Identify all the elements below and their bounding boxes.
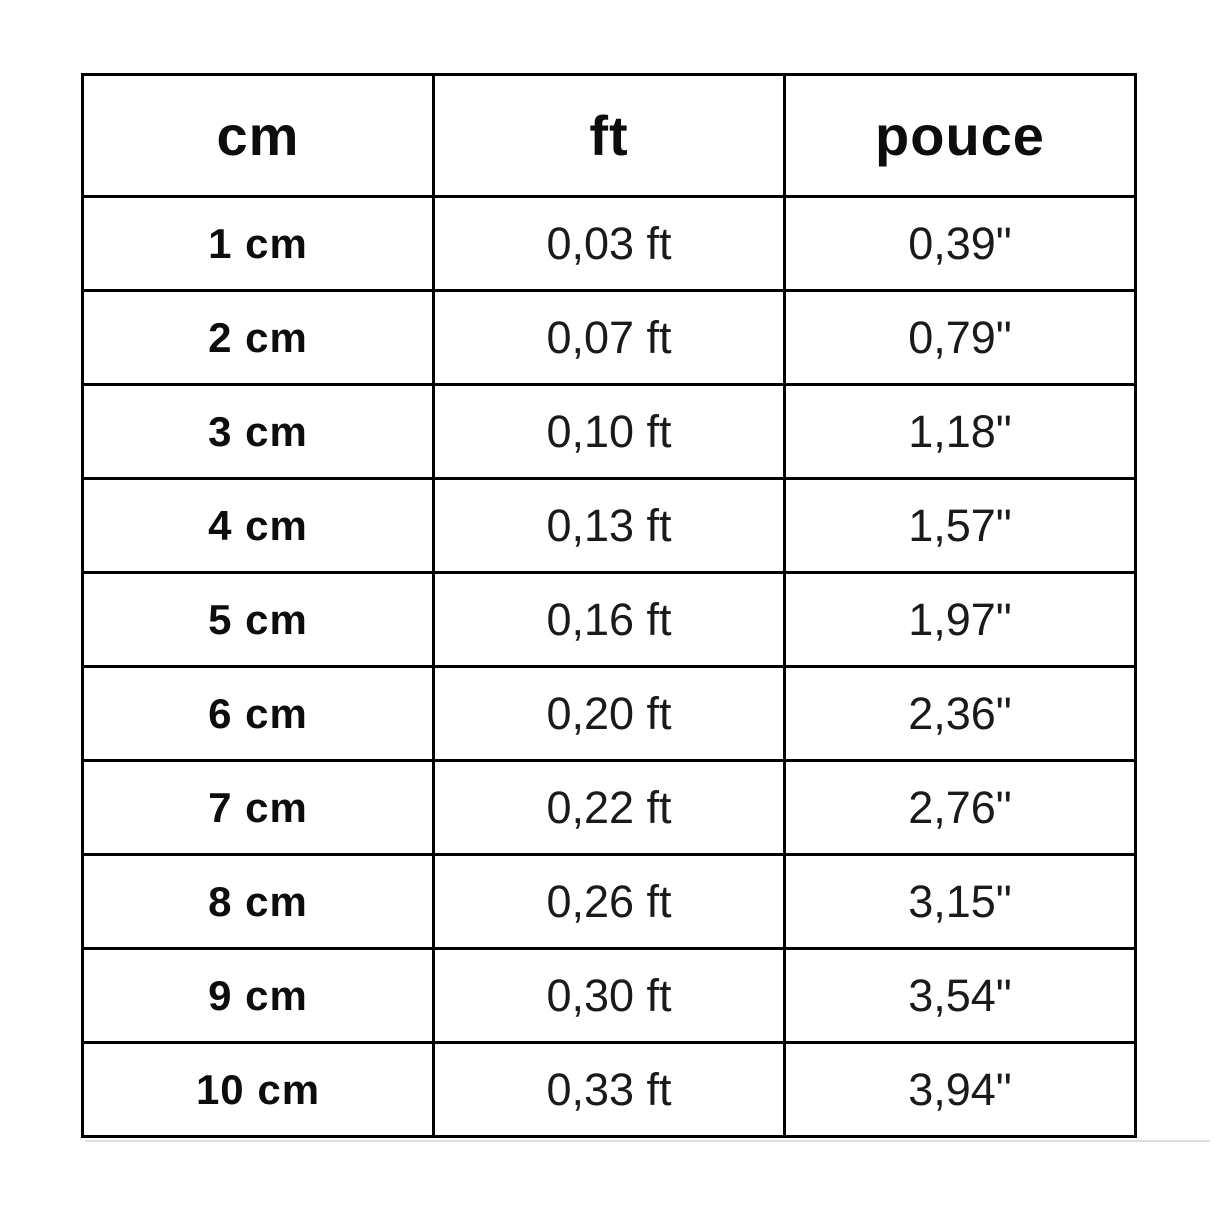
- cell-ft: 0,13 ft: [434, 479, 785, 573]
- cell-ft: 0,20 ft: [434, 667, 785, 761]
- table-row: [83, 949, 1136, 1043]
- cell-ft: 0,07 ft: [434, 291, 785, 385]
- cell-cm: 5 cm: [83, 573, 434, 667]
- table-row: [83, 855, 1136, 949]
- table-row: [83, 761, 1136, 855]
- cell-cm: 9 cm: [83, 949, 434, 1043]
- header-pouce: pouce: [785, 75, 1136, 197]
- cell-ft: 0,22 ft: [434, 761, 785, 855]
- cell-pouce: 0,79": [785, 291, 1136, 385]
- table-body: [83, 197, 1136, 1137]
- cell-ft: 0,26 ft: [434, 855, 785, 949]
- cell-pouce: 2,36": [785, 667, 1136, 761]
- cell-cm: 10 cm: [83, 1043, 434, 1137]
- table-header: [83, 75, 1136, 197]
- table-row: [83, 667, 1136, 761]
- cell-cm: 3 cm: [83, 385, 434, 479]
- table-row: [83, 385, 1136, 479]
- cell-cm: 1 cm: [83, 197, 434, 291]
- cell-ft: 0,30 ft: [434, 949, 785, 1043]
- cell-pouce: 0,39": [785, 197, 1136, 291]
- cell-cm: 8 cm: [83, 855, 434, 949]
- table-row: [83, 1043, 1136, 1137]
- table-row: [83, 197, 1136, 291]
- cell-ft: 0,03 ft: [434, 197, 785, 291]
- header-row: [83, 75, 1136, 197]
- cell-pouce: 3,94": [785, 1043, 1136, 1137]
- header-ft: ft: [434, 75, 785, 197]
- header-cm: cm: [83, 75, 434, 197]
- cell-ft: 0,33 ft: [434, 1043, 785, 1137]
- table-shadow: [85, 1140, 1210, 1142]
- cell-ft: 0,16 ft: [434, 573, 785, 667]
- table-row: [83, 573, 1136, 667]
- cell-cm: 4 cm: [83, 479, 434, 573]
- table-row: [83, 291, 1136, 385]
- cell-cm: 6 cm: [83, 667, 434, 761]
- cell-pouce: 1,18": [785, 385, 1136, 479]
- cell-pouce: 2,76": [785, 761, 1136, 855]
- cell-pouce: 3,54": [785, 949, 1136, 1043]
- cell-cm: 7 cm: [83, 761, 434, 855]
- cell-ft: 0,10 ft: [434, 385, 785, 479]
- cell-pouce: 1,97": [785, 573, 1136, 667]
- conversion-table: [81, 73, 1137, 1138]
- cell-pouce: 3,15": [785, 855, 1136, 949]
- table-row: [83, 479, 1136, 573]
- cell-cm: 2 cm: [83, 291, 434, 385]
- cell-pouce: 1,57": [785, 479, 1136, 573]
